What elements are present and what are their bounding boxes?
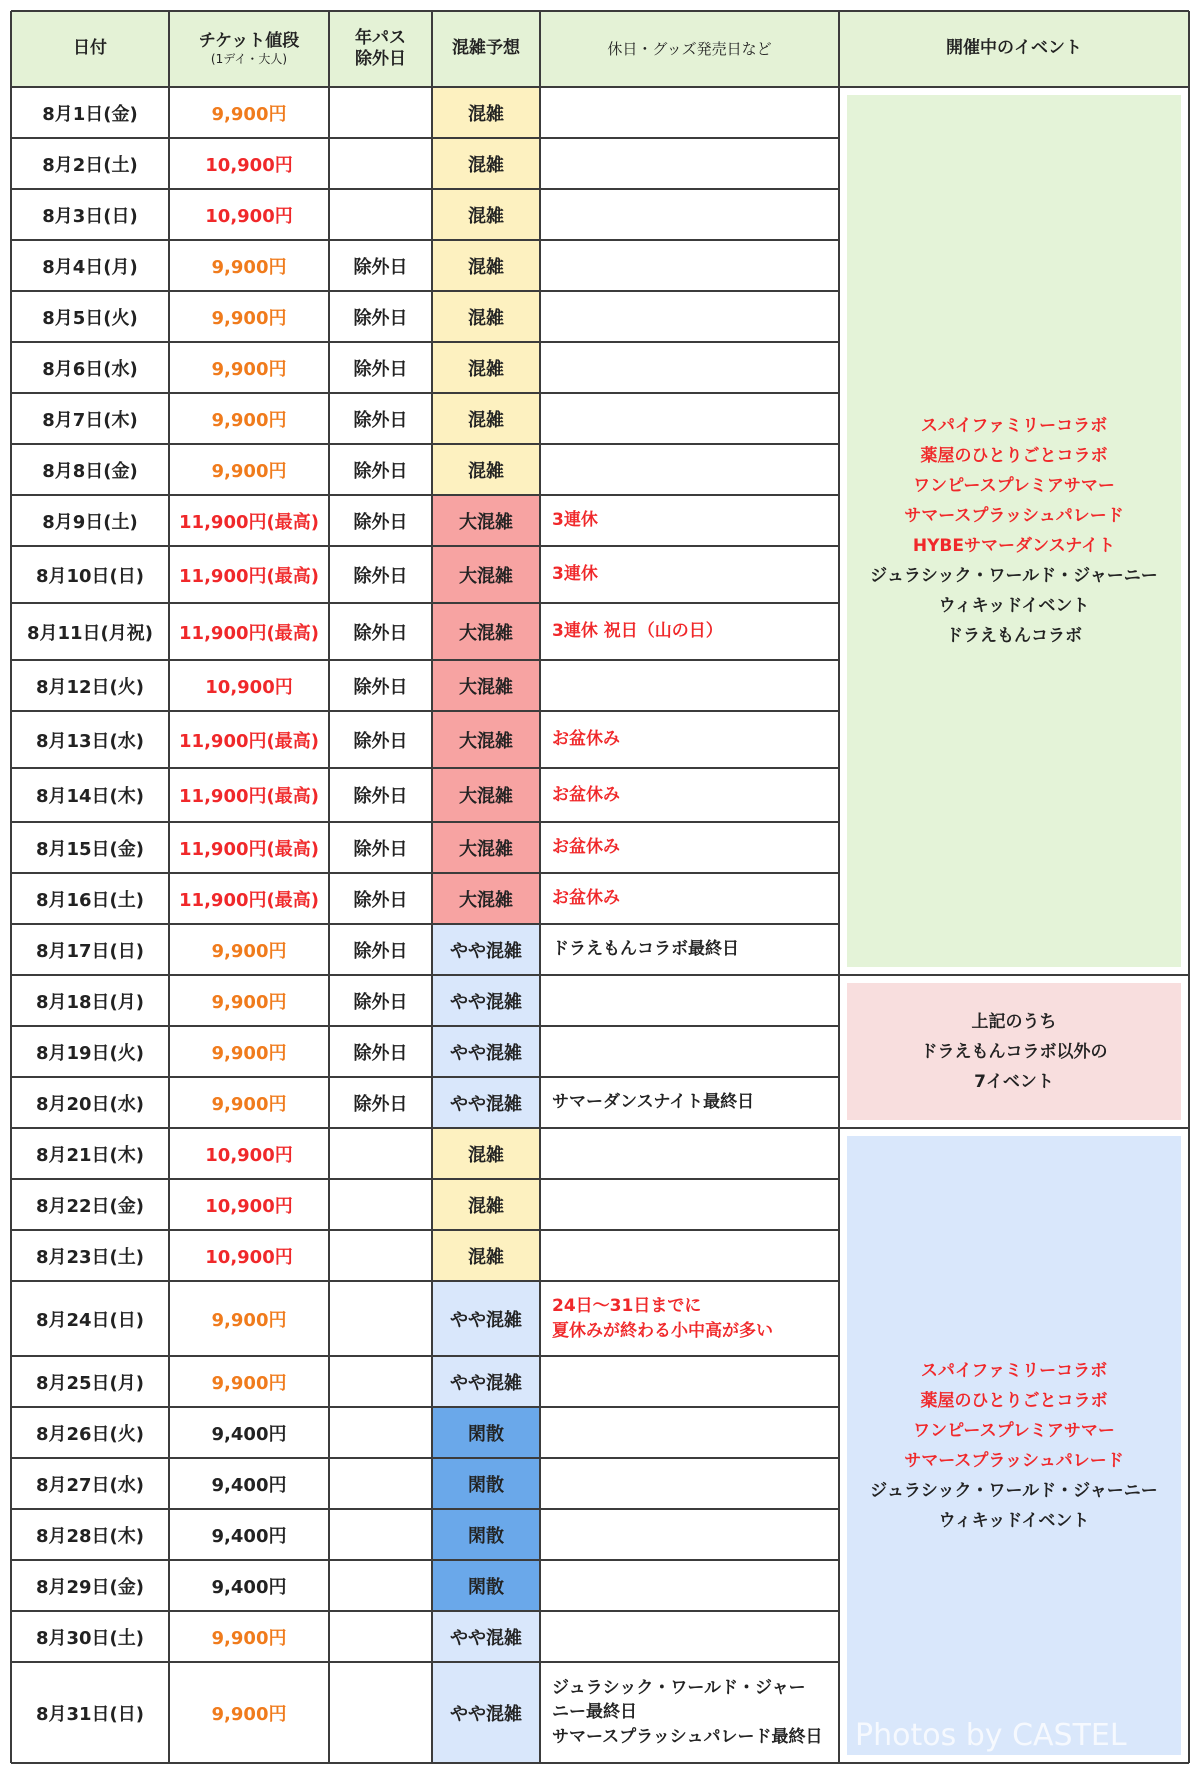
- notes-cell: [540, 660, 839, 711]
- row-divider: [11, 392, 839, 394]
- row-divider: [11, 1280, 839, 1282]
- price-cell: 9,400円: [211, 1576, 287, 1598]
- row-divider: [11, 188, 839, 190]
- notes-cell: [540, 822, 839, 873]
- event-line: HYBEサマーダンスナイト: [912, 536, 1116, 556]
- price-cell: 9,900円: [211, 1309, 287, 1331]
- pass-exclusion-cell: 除外日: [353, 358, 408, 380]
- pass-exclusion-cell: 除外日: [353, 1042, 408, 1064]
- price-cell: 9,900円: [211, 1627, 287, 1649]
- row-divider: [11, 290, 839, 292]
- crowd-forecast-cell: 閑散: [432, 1560, 540, 1611]
- row-divider: [11, 443, 839, 445]
- header-crowd: [432, 11, 540, 87]
- crowd-forecast-cell: 閑散: [432, 1509, 540, 1560]
- notes-cell: [540, 393, 839, 444]
- notes-cell: [540, 924, 839, 975]
- header-date: [11, 11, 169, 87]
- price-cell: 11,900円(最高): [179, 889, 319, 911]
- row-divider: [11, 923, 839, 925]
- crowd-forecast-cell: 混雑: [432, 1230, 540, 1281]
- header-crowd-label: 混雑予想: [452, 38, 520, 59]
- notes-line: 3連休 祝日（山の日）: [552, 621, 723, 642]
- price-cell: 10,900円: [205, 205, 293, 227]
- row-divider: [11, 1559, 839, 1561]
- notes-lines: [552, 562, 598, 587]
- row-divider: [11, 1661, 839, 1663]
- table-outer-border: [1188, 11, 1190, 1763]
- pass-exclusion-cell: 除外日: [353, 730, 408, 752]
- crowd-forecast-cell: 混雑: [432, 1179, 540, 1230]
- notes-cell: [540, 291, 839, 342]
- date-cell: 8月3日(日): [42, 205, 138, 227]
- event-line: ドラえもんコラボ以外の: [920, 1041, 1108, 1062]
- pass-exclusion-cell: [329, 1179, 432, 1230]
- price-cell: 9,400円: [211, 1474, 287, 1496]
- notes-cell: [540, 1281, 839, 1356]
- date-cell: 8月18日(月): [35, 991, 145, 1013]
- date-cell: 8月7日(木): [42, 409, 138, 431]
- notes-cell: [540, 768, 839, 822]
- crowd-forecast-cell: やや混雑: [432, 924, 540, 975]
- pass-exclusion-cell: 除外日: [353, 786, 408, 807]
- row-divider: [11, 1457, 839, 1459]
- event-line: 7イベント: [974, 1071, 1054, 1092]
- notes-cell: [540, 1458, 839, 1509]
- pass-exclusion-cell: 除外日: [353, 307, 408, 329]
- notes-lines: [552, 783, 620, 808]
- header-bottom-border: [11, 86, 1189, 88]
- event-line: サマースプラッシュパレード: [904, 1450, 1124, 1471]
- date-cell: 8月27日(水): [35, 1474, 145, 1496]
- header-pass: [329, 11, 432, 87]
- column-divider: [539, 11, 541, 1763]
- crowd-forecast-cell: 混雑: [432, 87, 540, 138]
- row-divider: [11, 545, 839, 547]
- notes-lines: [552, 1294, 773, 1343]
- notes-cell: [540, 546, 839, 603]
- pass-exclusion-cell: [329, 1509, 432, 1560]
- price-cell: 11,900円(最高): [179, 565, 319, 587]
- pass-exclusion-cell: 除外日: [353, 622, 408, 644]
- row-divider: [11, 1076, 839, 1078]
- column-divider: [328, 11, 330, 1763]
- crowd-forecast-cell: 大混雑: [432, 711, 540, 768]
- notes-cell: [540, 1356, 839, 1407]
- event-line: スパイファミリーコラボ: [920, 1360, 1108, 1381]
- header-notes: [540, 11, 839, 87]
- date-cell: 8月13日(水): [35, 730, 145, 752]
- price-cell: 9,900円: [211, 256, 287, 278]
- notes-line: お盆休み: [552, 729, 620, 750]
- price-cell: 9,900円: [211, 1093, 287, 1115]
- price-cell: 9,900円: [211, 358, 287, 380]
- notes-cell: [540, 975, 839, 1026]
- event-line: ワンピースプレミアサマー: [913, 1420, 1115, 1441]
- pass-exclusion-cell: 除外日: [353, 256, 408, 278]
- table-outer-border: [10, 11, 12, 1763]
- notes-line: ドラえもんコラボ最終日: [552, 939, 739, 960]
- notes-cell: [540, 1407, 839, 1458]
- event-line: 薬屋のひとりごとコラボ: [920, 446, 1108, 466]
- price-cell: 9,900円: [211, 940, 287, 962]
- notes-cell: [540, 711, 839, 768]
- notes-line: 3連休: [552, 564, 598, 585]
- notes-cell: [540, 1560, 839, 1611]
- date-cell: 8月30日(土): [35, 1627, 145, 1649]
- pass-exclusion-cell: [329, 138, 432, 189]
- price-cell: 9,900円: [211, 1372, 287, 1394]
- row-divider: [11, 1127, 839, 1129]
- pass-exclusion-cell: 除外日: [353, 511, 408, 533]
- row-divider: [11, 821, 839, 823]
- notes-line: 夏休みが終わる小中高が多い: [552, 1320, 773, 1341]
- row-divider: [11, 974, 839, 976]
- notes-line: サマースプラッシュパレード最終日: [552, 1726, 823, 1747]
- pass-exclusion-cell: 除外日: [353, 889, 408, 911]
- header-price-sub: (1デイ・大人): [210, 52, 288, 67]
- crowd-forecast-cell: やや混雑: [432, 1077, 540, 1128]
- pass-exclusion-cell: [329, 1407, 432, 1458]
- notes-cell: [540, 87, 839, 138]
- notes-lines: [552, 727, 620, 752]
- event-line: ドラえもんコラボ: [946, 626, 1082, 646]
- price-cell: 9,900円: [211, 307, 287, 329]
- crowd-forecast-cell: やや混雑: [432, 1356, 540, 1407]
- notes-cell: [540, 873, 839, 924]
- notes-lines: [552, 1090, 754, 1115]
- pass-exclusion-cell: [329, 1611, 432, 1662]
- event-block-divider: [839, 974, 1189, 976]
- crowd-forecast-cell: やや混雑: [432, 1281, 540, 1356]
- crowd-forecast-cell: 混雑: [432, 138, 540, 189]
- date-cell: 8月10日(日): [35, 565, 145, 587]
- header-price: [169, 11, 329, 87]
- date-cell: 8月20日(水): [35, 1093, 145, 1115]
- column-divider: [431, 11, 433, 1763]
- date-cell: 8月23日(土): [35, 1246, 145, 1268]
- notes-cell: [540, 1509, 839, 1560]
- crowd-forecast-cell: 大混雑: [432, 768, 540, 822]
- price-cell: 11,900円(最高): [179, 786, 319, 807]
- header-pass-line2: 除外日: [355, 49, 406, 69]
- date-cell: 8月14日(木): [35, 786, 145, 807]
- crowd-forecast-cell: 混雑: [432, 189, 540, 240]
- notes-line: 24日〜31日までに: [552, 1295, 702, 1316]
- notes-lines: [552, 937, 739, 962]
- row-divider: [11, 602, 839, 604]
- header-price-label: チケット値段: [198, 30, 300, 51]
- date-cell: 8月6日(水): [42, 358, 138, 380]
- row-divider: [11, 341, 839, 343]
- date-cell: 8月9日(土): [42, 511, 138, 533]
- price-cell: 9,400円: [211, 1423, 287, 1445]
- row-divider: [11, 137, 839, 139]
- notes-line: サマーダンスナイト最終日: [552, 1092, 755, 1113]
- date-cell: 8月24日(日): [35, 1309, 145, 1331]
- notes-line: ジュラシック・ワールド・ジャー: [552, 1677, 806, 1698]
- crowd-forecast-cell: 混雑: [432, 393, 540, 444]
- header-pass-line1: 年パス: [355, 27, 406, 48]
- date-cell: 8月31日(日): [35, 1703, 145, 1725]
- date-cell: 8月2日(土): [42, 154, 138, 176]
- date-cell: 8月8日(金): [42, 460, 138, 482]
- price-cell: 10,900円: [205, 154, 293, 176]
- date-cell: 8月11日(月祝): [26, 622, 154, 644]
- date-cell: 8月25日(月): [35, 1372, 145, 1394]
- pass-exclusion-cell: 除外日: [353, 940, 408, 962]
- date-cell: 8月4日(月): [42, 256, 138, 278]
- date-cell: 8月15日(金): [35, 838, 145, 860]
- notes-lines: [552, 886, 620, 911]
- notes-cell: [540, 603, 839, 660]
- notes-lines: [552, 619, 723, 644]
- event-block-green: [847, 95, 1181, 967]
- event-block-divider: [839, 1127, 1189, 1129]
- notes-cell: [540, 1662, 839, 1763]
- header-events: [839, 11, 1189, 87]
- crowd-forecast-cell: やや混雑: [432, 1611, 540, 1662]
- crowd-forecast-cell: 混雑: [432, 291, 540, 342]
- crowd-forecast-cell: 大混雑: [432, 822, 540, 873]
- row-divider: [11, 1406, 839, 1408]
- pass-exclusion-cell: [329, 1662, 432, 1763]
- crowd-forecast-cell: 混雑: [432, 444, 540, 495]
- notes-line: お盆休み: [552, 837, 620, 858]
- row-divider: [11, 1508, 839, 1510]
- price-cell: 9,900円: [211, 103, 287, 125]
- notes-cell: [540, 1128, 839, 1179]
- notes-line: お盆休み: [552, 888, 620, 909]
- crowd-forecast-cell: 大混雑: [432, 495, 540, 546]
- notes-cell: [540, 444, 839, 495]
- event-line: サマースプラッシュパレード: [904, 506, 1124, 526]
- crowd-forecast-cell: 閑散: [432, 1458, 540, 1509]
- event-line: 上記のうち: [971, 1011, 1057, 1032]
- table-top-border: [11, 10, 1189, 12]
- row-divider: [11, 494, 839, 496]
- pass-exclusion-cell: 除外日: [353, 676, 408, 698]
- date-cell: 8月19日(火): [35, 1042, 145, 1064]
- pass-exclusion-cell: 除外日: [353, 838, 408, 860]
- column-divider: [838, 11, 840, 1763]
- price-cell: 10,900円: [205, 1144, 293, 1166]
- event-line: ウィキッドイベント: [938, 596, 1090, 616]
- pass-exclusion-cell: [329, 1560, 432, 1611]
- notes-cell: [540, 1611, 839, 1662]
- notes-lines: [552, 508, 598, 533]
- price-cell: 11,900円(最高): [179, 838, 319, 860]
- row-divider: [11, 767, 839, 769]
- event-line: ジュラシック・ワールド・ジャーニー: [870, 566, 1158, 586]
- price-cell: 10,900円: [205, 1246, 293, 1268]
- price-cell: 9,900円: [211, 460, 287, 482]
- event-line: 薬屋のひとりごとコラボ: [920, 1390, 1108, 1411]
- crowd-forecast-cell: 大混雑: [432, 873, 540, 924]
- price-cell: 9,900円: [211, 409, 287, 431]
- event-block-pink: [847, 983, 1181, 1120]
- pass-exclusion-cell: [329, 87, 432, 138]
- pass-exclusion-cell: 除外日: [353, 409, 408, 431]
- event-line: スパイファミリーコラボ: [920, 416, 1108, 436]
- crowd-forecast-cell: 混雑: [432, 1128, 540, 1179]
- event-line: ジュラシック・ワールド・ジャーニー: [870, 1480, 1158, 1501]
- crowd-forecast-cell: 大混雑: [432, 546, 540, 603]
- date-cell: 8月28日(木): [35, 1525, 145, 1547]
- crowd-forecast-cell: 大混雑: [432, 603, 540, 660]
- pass-exclusion-cell: [329, 189, 432, 240]
- date-cell: 8月1日(金): [42, 103, 138, 125]
- row-divider: [11, 1229, 839, 1231]
- price-cell: 10,900円: [205, 1195, 293, 1217]
- crowd-forecast-cell: 混雑: [432, 342, 540, 393]
- notes-line: ニー最終日: [552, 1702, 637, 1723]
- watermark: Photos by CASTEL: [855, 1718, 1127, 1753]
- pass-exclusion-cell: [329, 1230, 432, 1281]
- header-date-label: 日付: [73, 38, 107, 59]
- notes-lines: [552, 835, 620, 860]
- row-divider: [11, 659, 839, 661]
- row-divider: [11, 239, 839, 241]
- table-bottom-border: [11, 1762, 1189, 1764]
- pass-exclusion-cell: [329, 1281, 432, 1356]
- notes-cell: [540, 342, 839, 393]
- row-divider: [11, 1355, 839, 1357]
- notes-line: お盆休み: [552, 784, 620, 805]
- crowd-forecast-cell: やや混雑: [432, 975, 540, 1026]
- header-notes-label: 休日・グッズ発売日など: [607, 39, 772, 58]
- notes-cell: [540, 240, 839, 291]
- row-divider: [11, 710, 839, 712]
- notes-cell: [540, 138, 839, 189]
- notes-cell: [540, 1077, 839, 1128]
- date-cell: 8月21日(木): [35, 1144, 145, 1166]
- notes-lines: [552, 1676, 822, 1750]
- date-cell: 8月29日(金): [35, 1576, 145, 1598]
- price-cell: 9,900円: [211, 1042, 287, 1064]
- pass-exclusion-cell: 除外日: [353, 1093, 408, 1115]
- date-cell: 8月5日(火): [42, 307, 138, 329]
- crowd-forecast-cell: 大混雑: [432, 660, 540, 711]
- header-events-label: 開催中のイベント: [946, 38, 1082, 59]
- price-cell: 11,900円(最高): [179, 511, 319, 533]
- crowd-forecast-cell: やや混雑: [432, 1662, 540, 1763]
- notes-cell: [540, 495, 839, 546]
- price-cell: 9,400円: [211, 1525, 287, 1547]
- pass-exclusion-cell: 除外日: [353, 991, 408, 1013]
- date-cell: 8月16日(土): [35, 889, 145, 911]
- row-divider: [11, 1178, 839, 1180]
- event-line: ウィキッドイベント: [938, 1510, 1090, 1531]
- row-divider: [11, 1025, 839, 1027]
- event-block-blue: [847, 1136, 1181, 1755]
- crowd-forecast-cell: 混雑: [432, 240, 540, 291]
- crowd-forecast-cell: やや混雑: [432, 1026, 540, 1077]
- price-cell: 9,900円: [211, 1703, 287, 1725]
- notes-line: 3連休: [552, 510, 598, 531]
- pass-exclusion-cell: [329, 1458, 432, 1509]
- pass-exclusion-cell: [329, 1356, 432, 1407]
- price-cell: 11,900円(最高): [179, 622, 319, 644]
- date-cell: 8月26日(火): [35, 1423, 145, 1445]
- column-divider: [168, 11, 170, 1763]
- notes-cell: [540, 1179, 839, 1230]
- row-divider: [11, 1610, 839, 1612]
- date-cell: 8月12日(火): [35, 676, 145, 698]
- event-line: ワンピースプレミアサマー: [913, 476, 1115, 496]
- price-cell: 11,900円(最高): [179, 730, 319, 752]
- date-cell: 8月17日(日): [35, 940, 145, 962]
- crowd-forecast-cell: 閑散: [432, 1407, 540, 1458]
- notes-cell: [540, 1026, 839, 1077]
- pass-exclusion-cell: 除外日: [353, 460, 408, 482]
- notes-cell: [540, 1230, 839, 1281]
- pass-exclusion-cell: 除外日: [353, 565, 408, 587]
- price-cell: 9,900円: [211, 991, 287, 1013]
- notes-cell: [540, 189, 839, 240]
- price-cell: 10,900円: [205, 676, 293, 698]
- date-cell: 8月22日(金): [35, 1195, 145, 1217]
- pass-exclusion-cell: [329, 1128, 432, 1179]
- row-divider: [11, 872, 839, 874]
